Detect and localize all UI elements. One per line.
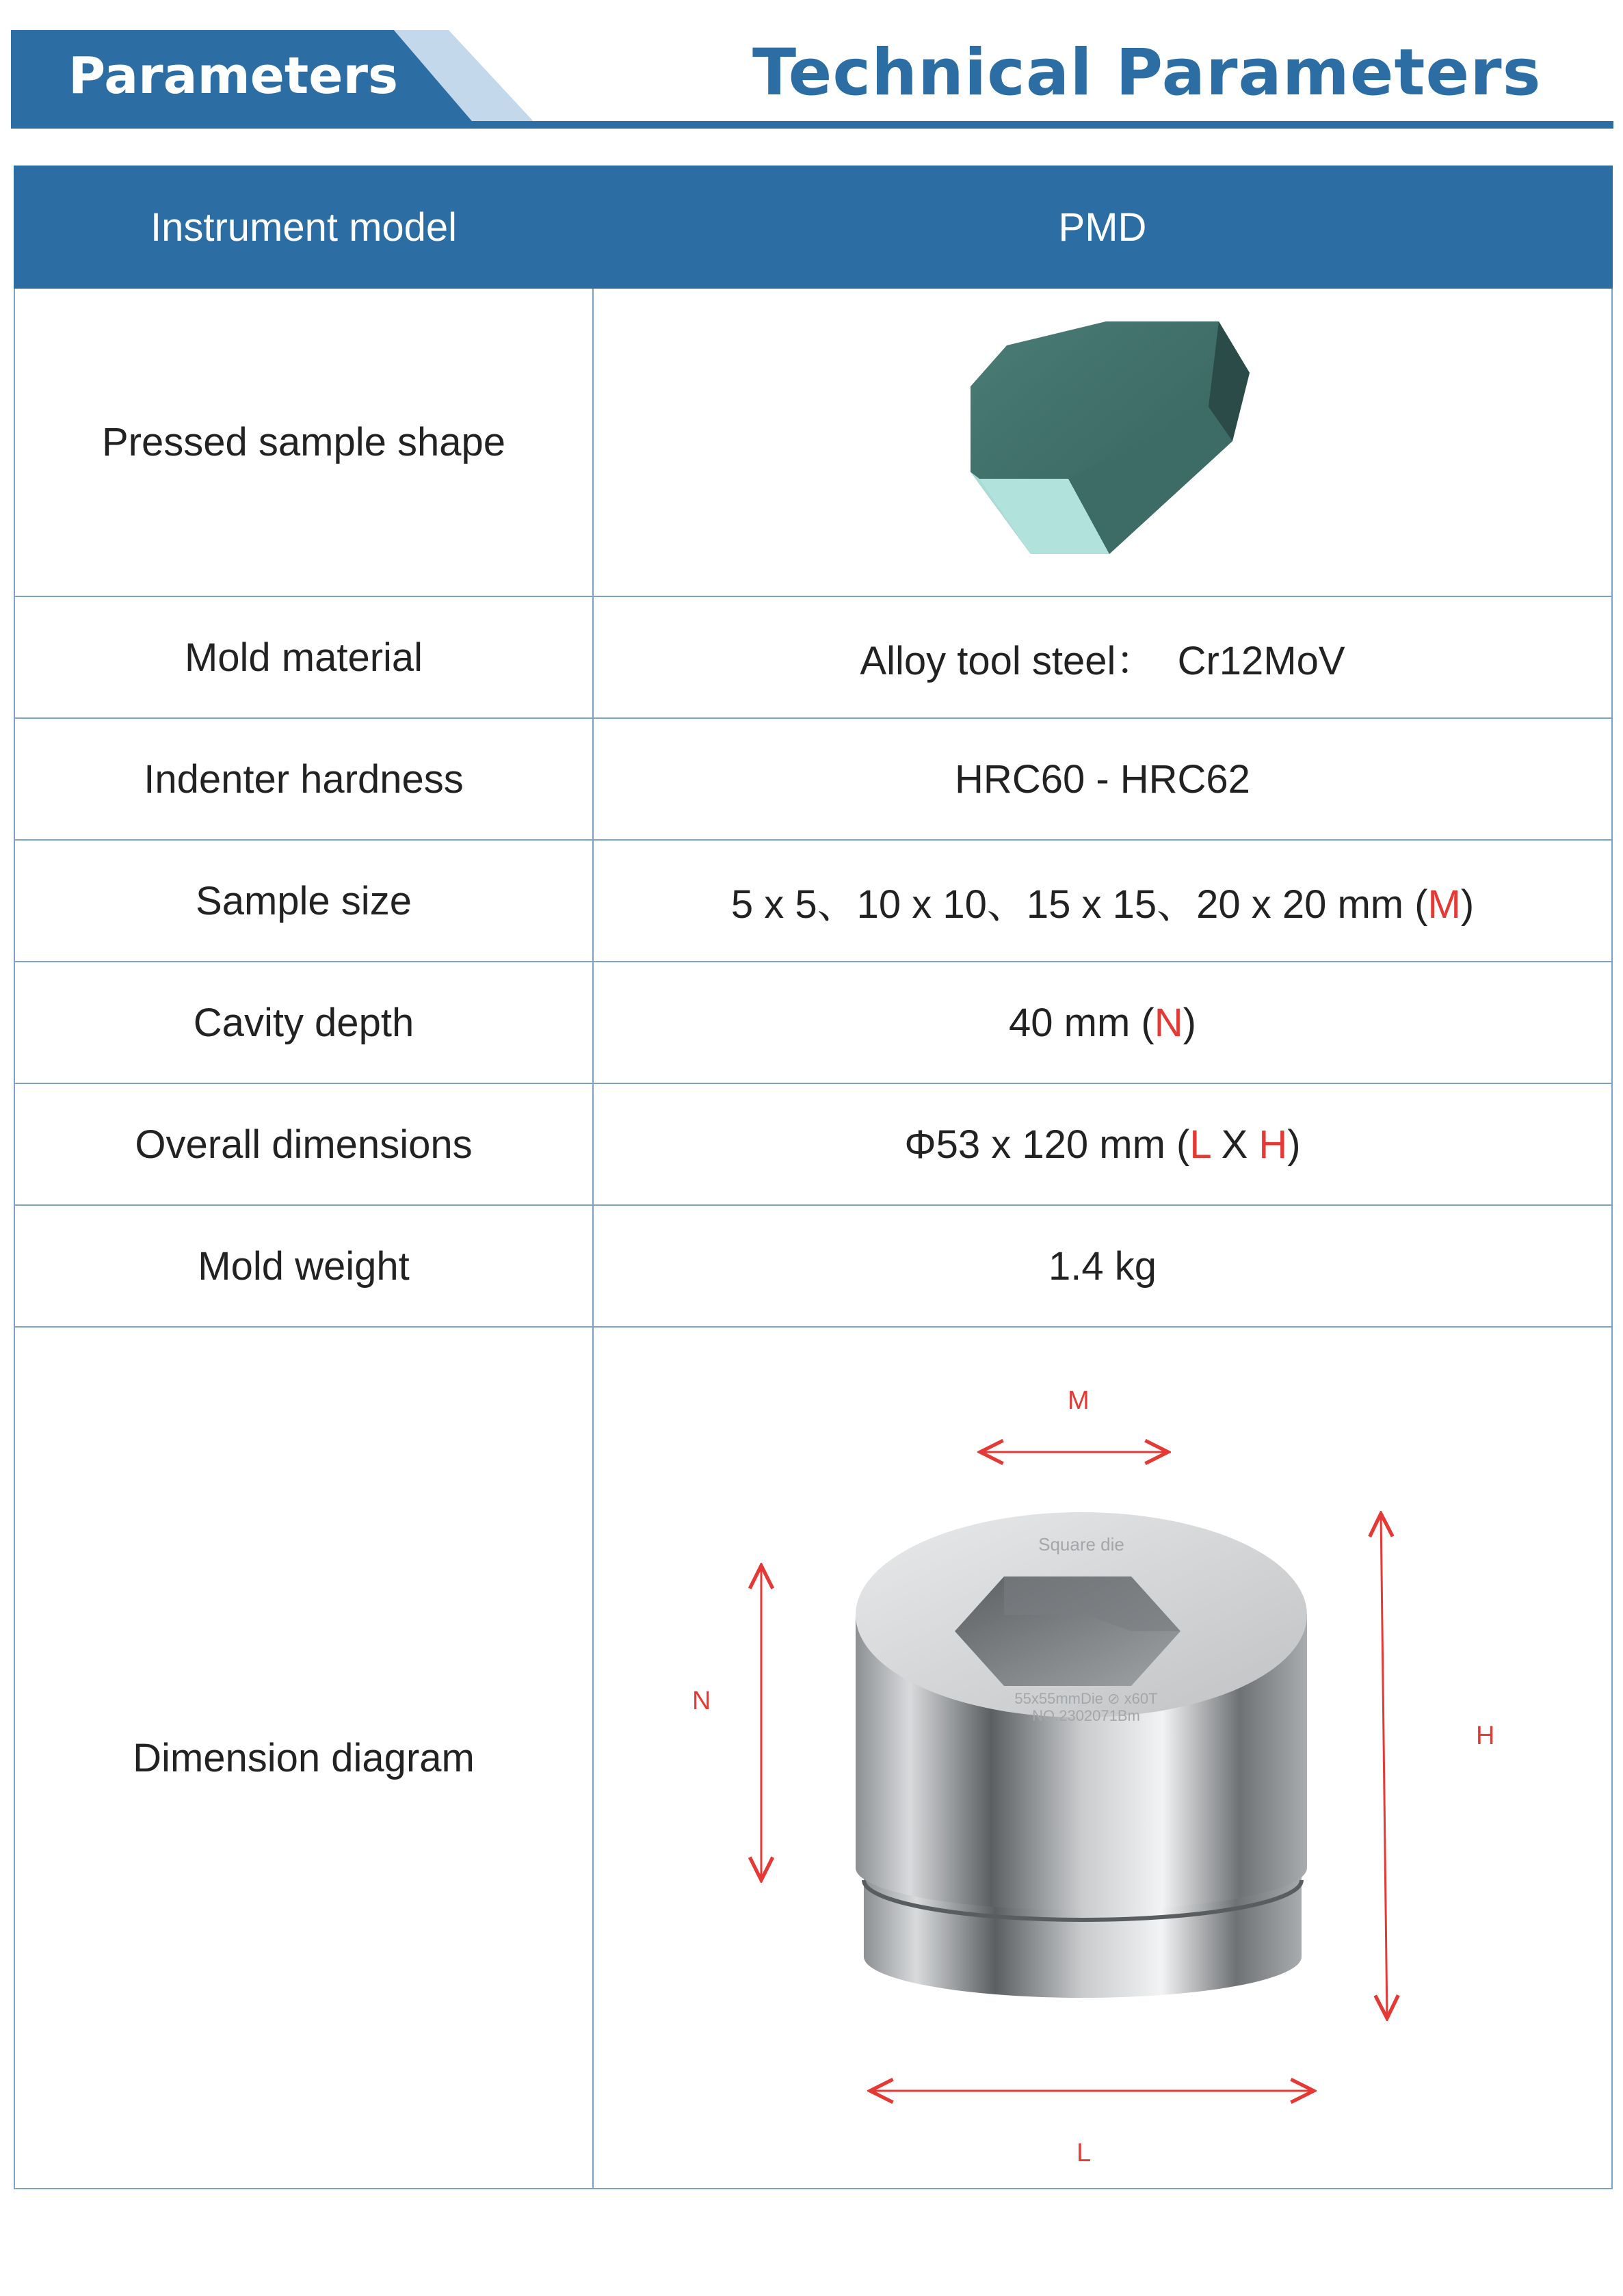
value-mid: X — [1210, 1122, 1259, 1167]
hexagonal-prism-image — [938, 308, 1267, 568]
table-row-mold-weight — [14, 1205, 1612, 1327]
page-title: Technical Parameters — [752, 36, 1542, 110]
row-label: Indenter hardness — [14, 718, 593, 840]
row-value — [593, 840, 1612, 962]
row-value: 1.4 kg — [593, 1205, 1612, 1327]
dimension-diagram-cell — [593, 1327, 1612, 2189]
row-value — [593, 962, 1612, 1083]
table-row-overall-dimensions — [14, 1083, 1612, 1205]
die-body — [856, 1512, 1307, 1910]
label-n: N — [692, 1687, 711, 1715]
dimension-marker-m: M — [1427, 882, 1461, 927]
arrow-h — [1381, 1514, 1387, 2018]
die-engraving-size: 55x55mmDie ⊘ x60T — [1014, 1690, 1158, 1707]
row-value: Alloy tool steel： Cr12MoV — [593, 596, 1612, 718]
row-label: Pressed sample shape — [14, 288, 593, 596]
header-value: PMD — [593, 166, 1612, 288]
die-engraving-number: NO.2302071Bm — [1032, 1707, 1140, 1724]
row-label: Mold weight — [14, 1205, 593, 1327]
row-value: HRC60 - HRC62 — [593, 718, 1612, 840]
header-label: Instrument model — [14, 166, 593, 288]
value-suffix: ) — [1460, 882, 1475, 927]
value-suffix: ) — [1183, 1000, 1196, 1045]
row-label: Cavity depth — [14, 962, 593, 1083]
parameters-table — [14, 166, 1613, 2189]
sample-shape-cell — [593, 288, 1612, 596]
value-suffix: ) — [1287, 1122, 1301, 1167]
table-row-mold-material — [14, 596, 1612, 718]
row-value — [593, 1083, 1612, 1205]
header-rule — [11, 121, 1613, 129]
table-row-sample-size — [14, 840, 1612, 962]
row-label: Overall dimensions — [14, 1083, 593, 1205]
label-m: M — [1068, 1386, 1090, 1415]
value-text: Φ53 x 120 mm ( — [904, 1122, 1190, 1167]
section-label: Parameters — [68, 47, 399, 105]
table-row-indenter-hardness — [14, 718, 1612, 840]
dimension-marker-l: L — [1189, 1122, 1211, 1167]
table-row-sample-shape — [14, 288, 1612, 596]
dimension-marker-h: H — [1258, 1122, 1288, 1167]
label-l: L — [1077, 2139, 1092, 2167]
label-h: H — [1476, 1721, 1495, 1750]
value-text: 5 x 5、10 x 10、15 x 15、20 x 20 mm ( — [730, 882, 1428, 927]
dimension-marker-n: N — [1154, 1000, 1183, 1045]
mold-dimension-svg — [594, 1328, 1613, 2188]
row-label: Dimension diagram — [14, 1327, 593, 2189]
row-label: Sample size — [14, 840, 593, 962]
row-label: Mold material — [14, 596, 593, 718]
table-row-dimension-diagram — [14, 1327, 1612, 2189]
table-header-row — [14, 166, 1612, 288]
die-engraving-top: Square die — [1038, 1534, 1124, 1555]
value-text: 40 mm ( — [1009, 1000, 1154, 1045]
dimension-diagram — [594, 1328, 1611, 2188]
table-row-cavity-depth — [14, 962, 1612, 1083]
